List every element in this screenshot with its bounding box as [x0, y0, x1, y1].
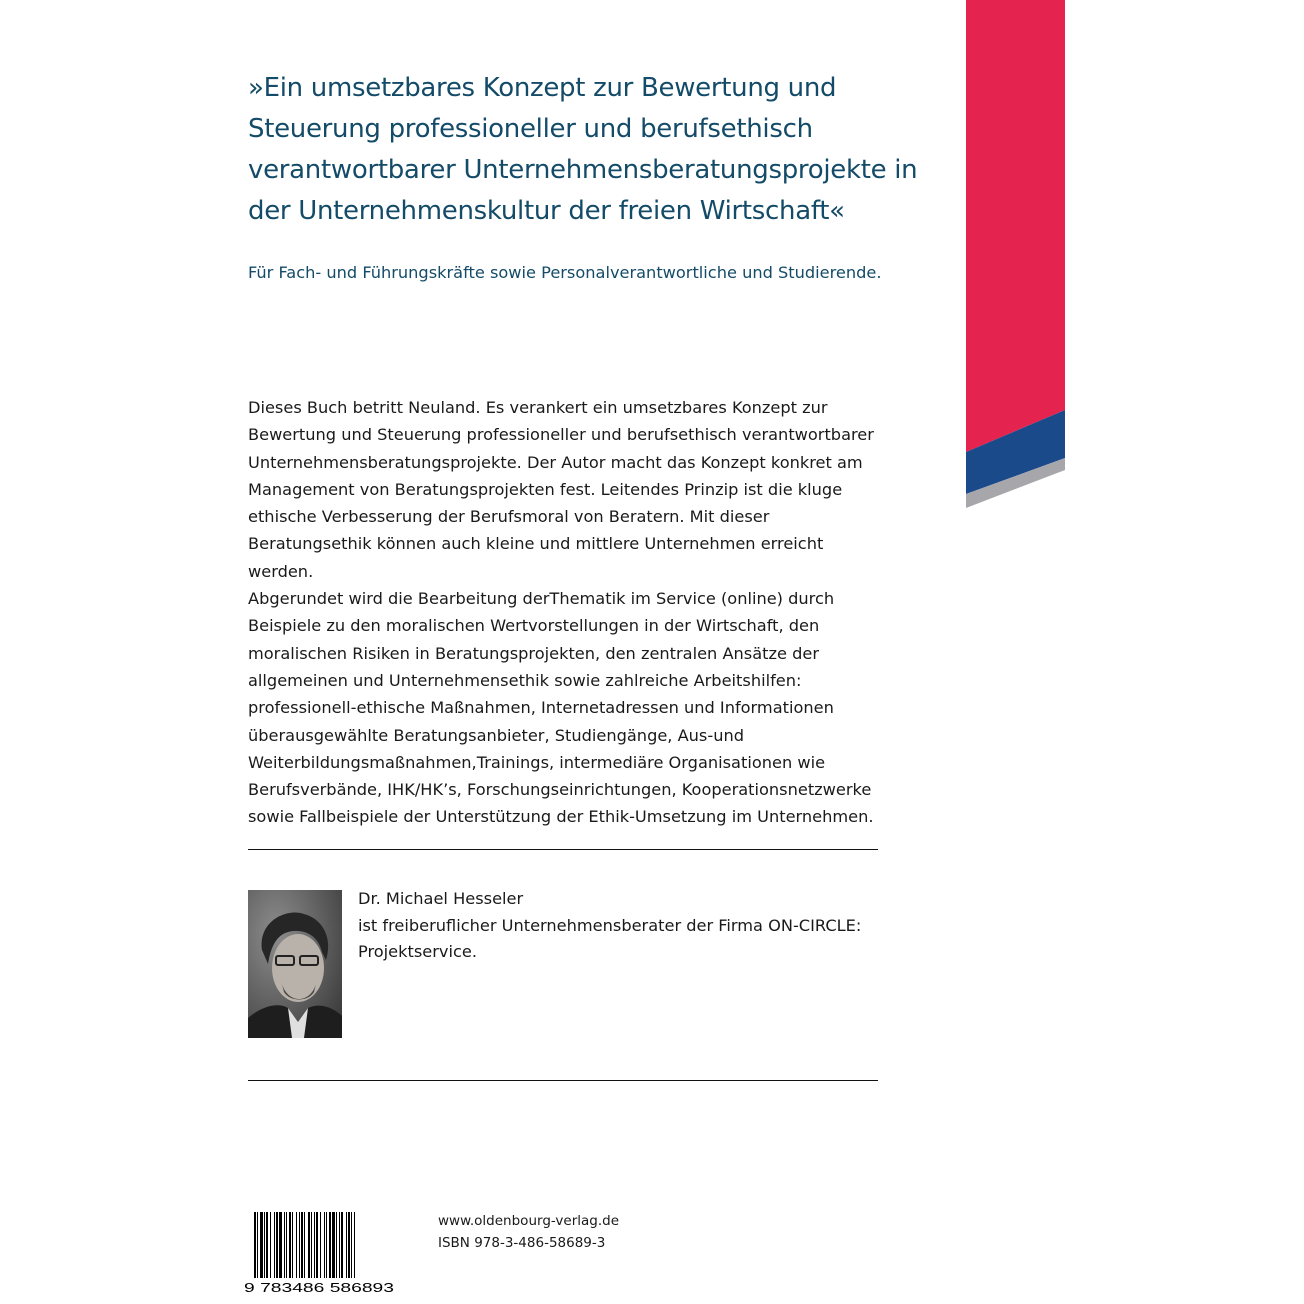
divider-top: [248, 849, 878, 850]
author-description: ist freiberuflicher Unternehmensberater der Firma ON-CIRCLE: Projektservice.: [358, 915, 862, 961]
author-bio: [358, 886, 878, 966]
barcode-digits: 9 783486 586893: [244, 1281, 395, 1294]
book-description: Dieses Buch betritt Neuland. Es verankert ein umsetzbares Konzept zur Bewertung und Steuerung professioneller und berufsethisch verantwortbarer Unternehmensberatungsprojekte. Der Autor macht das Konzept konkret am Management von Beratungsprojekten fest. Leitendes Prinzip ist die kluge ethische Verbesserung der Berufsmoral von Beratern. Mit dieser Beratungsethik können auch kleine und mittlere Unternehmen erreicht werden. Abgerundet wird die Bearbeitung derThematik im Service (online) durch Beispiele zu den moralischen Wertvorstellungen in der Wirtschaft, den moralischen Risiken in Beratungsprojekten, den zentralen Ansätze der allgemeinen und Unternehmensethik sowie zahlreiche Arbeitshilfen: professionell-ethische Maßnahmen, Internetadressen und Informationen überausgewählte Beratungsanbieter, Studiengänge, Aus-und Weiterbildungsmaßnahmen,Trainings, intermediäre Organisationen wie Berufsverbände, IHK/HK’s, Forschungseinrichtungen, Kooperationsnetzwerke sowie Fallbeispiele der Unterstützung der Ethik-Umsetzung im Unternehmen.: [248, 398, 874, 827]
isbn-barcode: [244, 1212, 396, 1294]
publisher-info: [438, 1210, 619, 1254]
cover-ribbon: [966, 0, 1065, 510]
author-photo: [248, 890, 342, 1038]
audience-line: Für Fach- und Führungskräfte sowie Personalverantwortliche und Studierende.: [248, 263, 882, 282]
publisher-website[interactable]: www.oldenbourg-verlag.de: [438, 1213, 619, 1229]
isbn-number: ISBN 978-3-486-58689-3: [438, 1235, 606, 1251]
divider-bottom: [248, 1080, 878, 1081]
ribbon-red-band: [966, 0, 1065, 452]
cover-quote: »Ein umsetzbares Konzept zur Bewertung und Steuerung professioneller und berufsethisch verantwortbarer Unternehmensberatungsprojekte in der Unternehmenskultur der freien Wirtschaft«: [248, 73, 918, 226]
author-name: Dr. Michael Hesseler: [358, 889, 524, 908]
